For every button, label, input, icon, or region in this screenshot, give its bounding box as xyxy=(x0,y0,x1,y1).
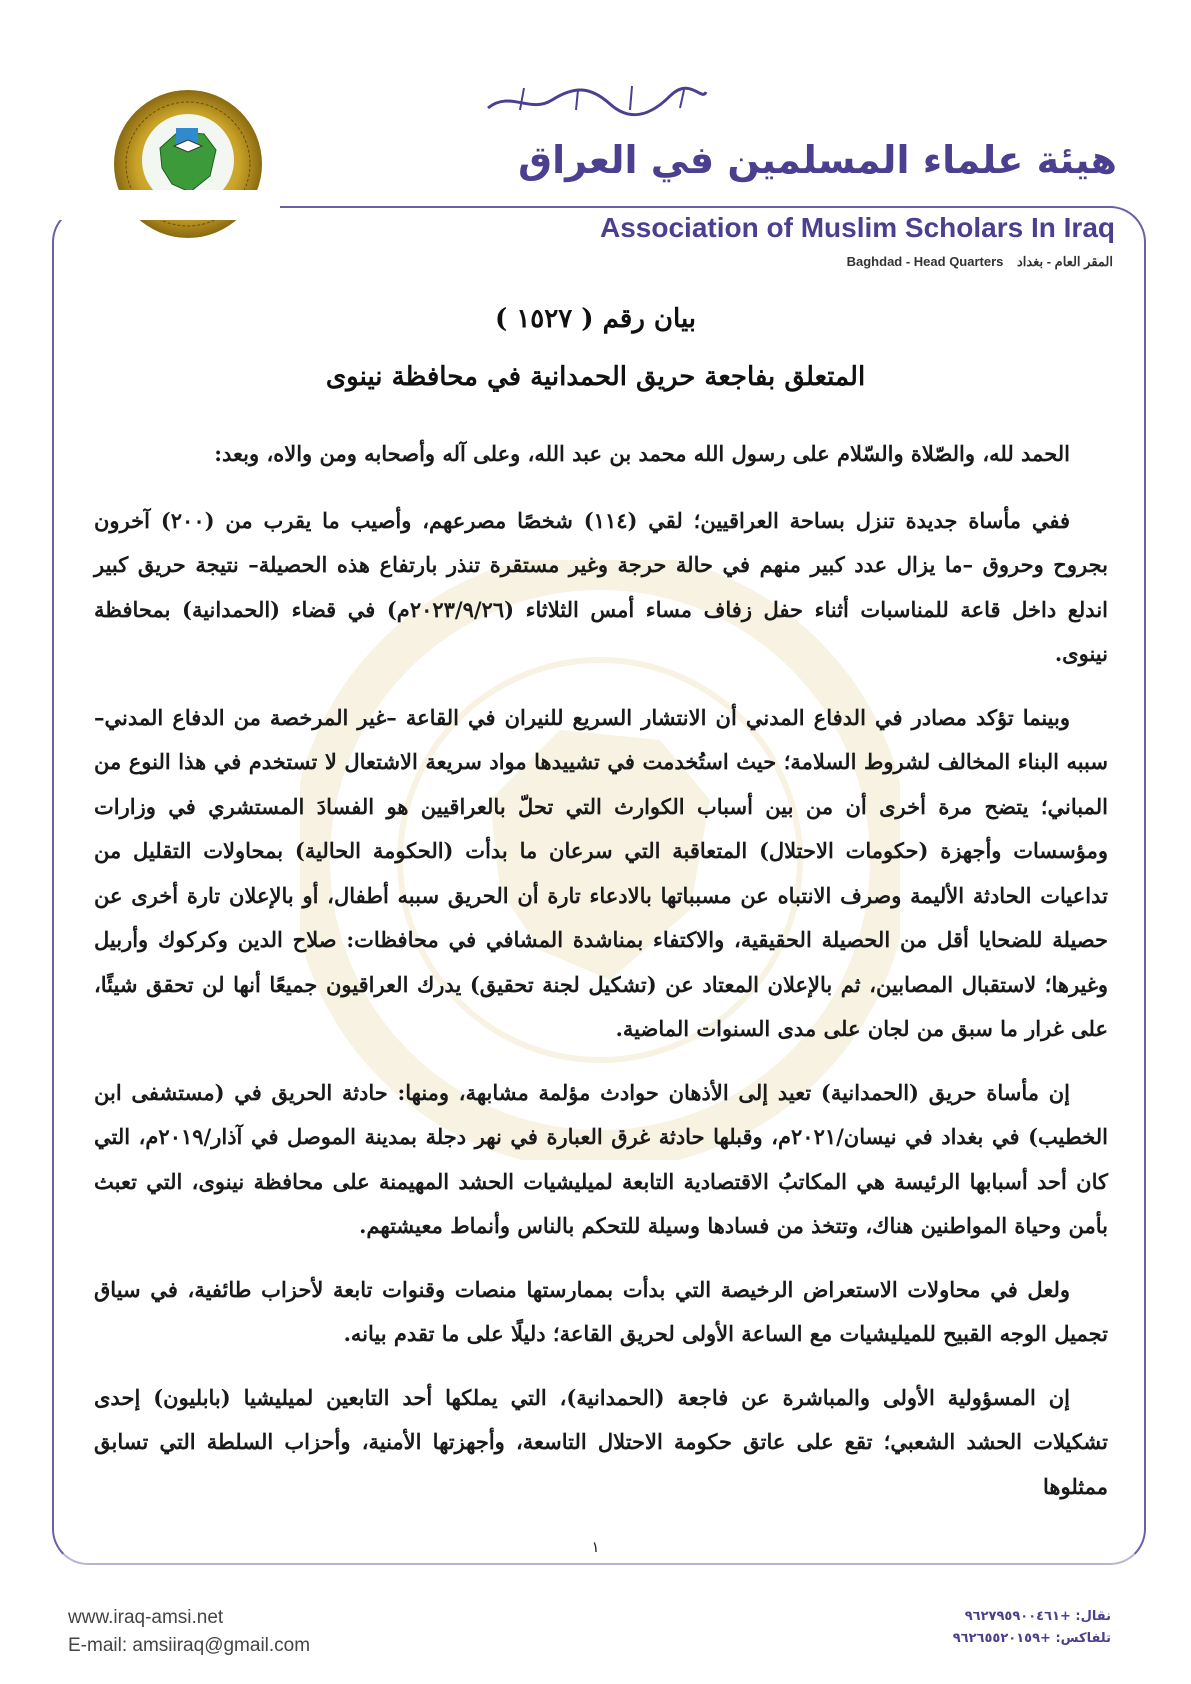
fax-line xyxy=(953,1628,1111,1650)
org-name-arabic: هيئة علماء المسلمين في العراق xyxy=(518,138,1117,182)
paragraph: ففي مأساة جديدة تنزل بساحة العراقيين؛ لقي (١١٤) شخصًا مصرعهم، وأصيب ما يقرب من (٢٠٠) آخرون بجروح وحروق –ما يزال عدد كبير منهم في حالة حرجة وغير مستقرة تنذر بارتفاع هذه الحصيلة– نتيجة حريق كبير اندلع داخل قاعة للمناسبات أثناء حفل زفاف مساء أمس الثلاثاء (٢٠٢٣/٩/٢٦م) في قضاء (الحمدانية) بمحافظة نينوى. xyxy=(94,507,1109,666)
fax-label: تلفاكس: xyxy=(1055,1631,1111,1646)
footer-contact-web xyxy=(68,1604,310,1660)
hq-english: Baghdad - Head Quarters xyxy=(846,254,1004,269)
paragraph-greeting: الحمد لله، والصّلاة والسّلام على رسول الله محمد بن عبد الله، وعلى آله وأصحابه ومن والاه، وبعد: xyxy=(214,441,1070,466)
page-number: ١ xyxy=(591,1538,600,1556)
org-name-english: Association of Muslim Scholars In Iraq xyxy=(600,212,1115,243)
paragraph: إن مأساة حريق (الحمدانية) تعيد إلى الأذهان حوادث مؤلمة مشابهة، ومنها: حادثة الحريق في (مستشفى ابن الخطيب) في بغداد في نيسان/٢٠٢١م، وقبلها حادثة غرق العبارة في نهر دجلة بمدينة الموصل في آذار/٢٠١٩م، التي كان أحد أسبابها الرئيسة هي المكاتبُ الاقتصادية التابعة لميليشيات الحشد المهيمنة على محافظة نينوى، التي تعبث بأمن وحياة المواطنين هناك، وتتخذ من فسادها وسيلة للتحكم بالناس وأنماط معيشتهم. xyxy=(94,1079,1108,1238)
headquarters-line xyxy=(847,254,1113,270)
hq-arabic: المقر العام - بغداد xyxy=(1017,254,1113,269)
footer-contact-phone xyxy=(953,1606,1111,1650)
fax-number: +٩٦٢٦٥٥٢٠١٥٩ xyxy=(952,1631,1051,1646)
statement-subtitle: المتعلق بفاجعة حريق الحمدانية في محافظة نينوى xyxy=(325,362,866,392)
paragraph: ولعل في محاولات الاستعراض الرخيصة التي بدأت بممارستها منصات وقنوات تابعة لأحزاب طائفية، في سياق تجميل الوجه القبيح للميليشيات مع الساعة الأولى لحريق القاعة؛ دليلًا على ما تقدم بيانه. xyxy=(94,1276,1108,1346)
statement-title: بيان رقم ( ١٥٢٧ ) xyxy=(494,304,697,334)
basmala-calligraphy xyxy=(480,80,710,120)
statement-body xyxy=(94,432,1108,1528)
mobile-number: +٩٦٢٧٩٥٩٠٠٤٦١ xyxy=(964,1609,1071,1624)
website-link[interactable]: www.iraq-amsi.net xyxy=(68,1607,224,1628)
paragraph: إن المسؤولية الأولى والمباشرة عن فاجعة (الحمدانية)، التي يملكها أحد التابعين لميليشيا (بابليون) إحدى تشكيلات الحشد الشعبي؛ تقع على عاتق حكومة الاحتلال التاسعة، وأجهزتها الأمنية، وأحزاب السلطة التي تسابق ممثلوها xyxy=(94,1384,1108,1499)
frame-gap xyxy=(40,190,280,220)
mobile-label: نقال: xyxy=(1075,1609,1111,1624)
mobile-line xyxy=(953,1606,1111,1628)
email-link[interactable]: E-mail: amsiiraq@gmail.com xyxy=(68,1635,311,1656)
paragraph: وبينما تؤكد مصادر في الدفاع المدني أن الانتشار السريع للنيران في القاعة –غير المرخصة من الدفاع المدني– سببه البناء المخالف لشروط السلامة؛ حيث استُخدمت في تشييدها مواد سريعة الاشتعال لا تستخدم في هذا النوع من المباني؛ يتضح مرة أخرى أن من بين أسباب الكوارث التي تحلّ بالعراقيين هو الفسادَ المستشري في وزارات ومؤسسات وأجهزة (حكومات الاحتلال) المتعاقبة التي سرعان ما بدأت (الحكومة الحالية) بمحاولات التقليل من تداعيات الحادثة الأليمة وصرف الانتباه عن مسبباتها بالادعاء تارة أن الحريق سببه أطفال، أو بالإعلان تارة أخرى عن حصيلة للضحايا أقل من الحصيلة الحقيقية، والاكتفاء بمناشدة المشافي في محافظات: صلاح الدين وكركوك وأربيل وغيرها؛ لاستقبال المصابين، ثم بالإعلان المعتاد عن (تشكيل لجنة تحقيق) يدرك العراقيون جميعًا أنها لن تحقق شيئًا، على غرار ما سبق من لجان على مدى السنوات الماضية. xyxy=(94,704,1108,1041)
